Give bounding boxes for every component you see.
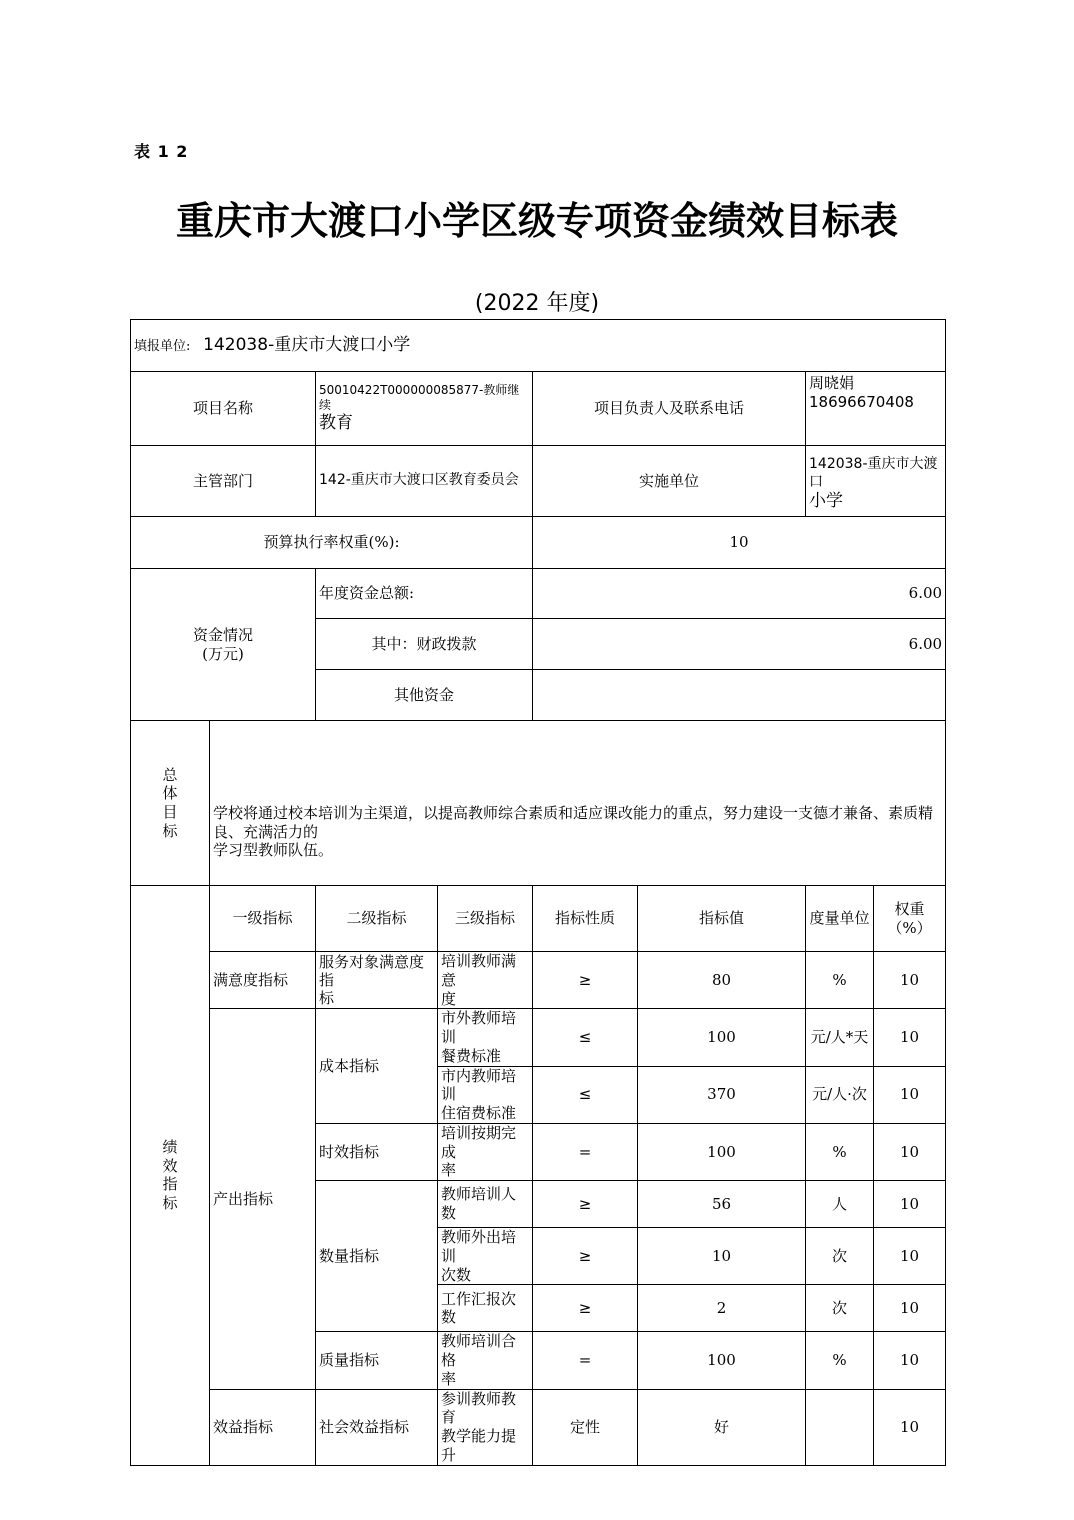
goal-text-line1: 学校将通过校本培训为主渠道，以提高教师综合素质和适应课改能力的重点，努力建设一支德才兼备、素质精良、充满活力的	[213, 803, 934, 841]
funds-other-value	[533, 670, 946, 721]
value-cell: 10	[638, 1228, 806, 1285]
nature-cell: ≥	[533, 1285, 638, 1332]
owner-label: 项目负责人及联系电话	[533, 372, 806, 446]
weight-cell: 10	[874, 1066, 946, 1123]
implementer-label: 实施单位	[533, 446, 806, 517]
weight-cell: 10	[874, 1285, 946, 1332]
indicator-label: 绩 效 指 标	[131, 886, 210, 1466]
goal-row	[131, 721, 946, 886]
header-unit: 度量单位	[806, 886, 874, 952]
level2-cost: 成本指标	[316, 1009, 438, 1124]
unit-cell: 次	[806, 1285, 874, 1332]
level2-satisfaction: 服务对象满意度指 标	[316, 952, 438, 1009]
owner-name: 周晓娟	[809, 374, 855, 392]
funds-label	[131, 569, 316, 721]
funds-total-label: 年度资金总额:	[316, 569, 533, 619]
header-level3: 三级指标	[438, 886, 533, 952]
level2-quantity: 数量指标	[316, 1181, 438, 1332]
department-value: 142-重庆市大渡口区教育委员会	[316, 446, 533, 517]
nature-cell: 定性	[533, 1389, 638, 1465]
nature-cell: ≥	[533, 1181, 638, 1228]
budget-rate-value: 10	[533, 517, 946, 569]
department-label: 主管部门	[131, 446, 316, 517]
owner-phone: 18696670408	[809, 392, 914, 411]
indicator-row	[131, 1389, 946, 1465]
nature-cell: =	[533, 1332, 638, 1389]
funds-fiscal-label: 其中：财政拨款	[316, 619, 533, 670]
level2-social: 社会效益指标	[316, 1389, 438, 1465]
funds-total-row	[131, 569, 946, 619]
funds-total-value: 6.00	[533, 569, 946, 619]
value-cell: 100	[638, 1123, 806, 1180]
weight-cell: 10	[874, 1181, 946, 1228]
level3-cell: 市外教师培训 餐费标准	[438, 1009, 533, 1066]
level3-cell: 教师培训合格 率	[438, 1332, 533, 1389]
goal-text	[210, 721, 946, 886]
fiscal-year: (2022 年度)	[474, 291, 600, 316]
weight-cell: 10	[874, 952, 946, 1009]
indicator-header-row	[131, 886, 946, 952]
unit-row	[131, 320, 946, 372]
nature-cell: =	[533, 1123, 638, 1180]
value-cell: 80	[638, 952, 806, 1009]
level3-cell: 教师外出培训 次数	[438, 1228, 533, 1285]
header-level1: 一级指标	[210, 886, 316, 952]
weight-cell: 10	[874, 1228, 946, 1285]
implementer-line2: 小学	[809, 491, 843, 511]
unit-cell: %	[806, 1123, 874, 1180]
implementer-value	[806, 446, 946, 517]
project-name-label: 项目名称	[131, 372, 316, 446]
unit-cell: %	[806, 952, 874, 1009]
goal-text-line2: 学习型教师队伍。	[213, 841, 334, 860]
table-number: 表 1 2	[134, 142, 189, 161]
project-name-value	[316, 372, 533, 446]
value-cell: 100	[638, 1332, 806, 1389]
page-title: 重庆市大渡口小学区级专项资金绩效目标表	[175, 199, 898, 243]
weight-cell: 10	[874, 1123, 946, 1180]
unit-cell: 次	[806, 1228, 874, 1285]
project-name-row	[131, 372, 946, 446]
funds-label-line1: 资金情况	[192, 625, 253, 644]
performance-target-table	[130, 319, 946, 1466]
value-cell: 100	[638, 1009, 806, 1066]
value-cell: 370	[638, 1066, 806, 1123]
level3-cell: 市内教师培训 住宿费标准	[438, 1066, 533, 1123]
header-value: 指标值	[638, 886, 806, 952]
weight-cell: 10	[874, 1389, 946, 1465]
unit-cell: 元/人·次	[806, 1066, 874, 1123]
funds-label-line2: (万元)	[202, 644, 244, 663]
value-cell: 56	[638, 1181, 806, 1228]
level1-satisfaction: 满意度指标	[210, 952, 316, 1009]
owner-value	[806, 372, 946, 446]
level3-cell: 参训教师教育 教学能力提升	[438, 1389, 533, 1465]
level1-benefit: 效益指标	[210, 1389, 316, 1465]
header-weight: 权重（%）	[874, 886, 946, 952]
level1-output: 产出指标	[210, 1009, 316, 1389]
unit-cell	[131, 320, 946, 372]
project-code: 50010422T000000085877-教师继续	[319, 382, 520, 412]
unit-value: 142038-重庆市大渡口小学	[203, 334, 411, 355]
indicator-row	[131, 1009, 946, 1066]
budget-rate-row	[131, 517, 946, 569]
unit-cell: %	[806, 1332, 874, 1389]
level2-quality: 质量指标	[316, 1332, 438, 1389]
level2-timeliness: 时效指标	[316, 1123, 438, 1180]
nature-cell: ≤	[533, 1009, 638, 1066]
value-cell: 2	[638, 1285, 806, 1332]
weight-cell: 10	[874, 1332, 946, 1389]
unit-cell: 人	[806, 1181, 874, 1228]
level3-cell: 教师培训人数	[438, 1181, 533, 1228]
goal-label: 总 体 目 标	[131, 721, 210, 886]
project-name-suffix: 教育	[319, 412, 353, 433]
level3-cell: 工作汇报次数	[438, 1285, 533, 1332]
weight-cell: 10	[874, 1009, 946, 1066]
nature-cell: ≤	[533, 1066, 638, 1123]
level3-cell: 培训教师满意 度	[438, 952, 533, 1009]
nature-cell: ≥	[533, 1228, 638, 1285]
unit-label: 填报单位:	[134, 338, 191, 354]
value-cell: 好	[638, 1389, 806, 1465]
unit-cell	[806, 1389, 874, 1465]
nature-cell: ≥	[533, 952, 638, 1009]
header-level2: 二级指标	[316, 886, 438, 952]
header-nature: 指标性质	[533, 886, 638, 952]
implementer-line1: 142038-重庆市大渡口	[809, 456, 938, 490]
unit-cell: 元/人*天	[806, 1009, 874, 1066]
funds-fiscal-value: 6.00	[533, 619, 946, 670]
level3-cell: 培训按期完成 率	[438, 1123, 533, 1180]
department-row	[131, 446, 946, 517]
budget-rate-label: 预算执行率权重(%):	[131, 517, 533, 569]
funds-other-label: 其他资金	[316, 670, 533, 721]
indicator-row	[131, 952, 946, 1009]
